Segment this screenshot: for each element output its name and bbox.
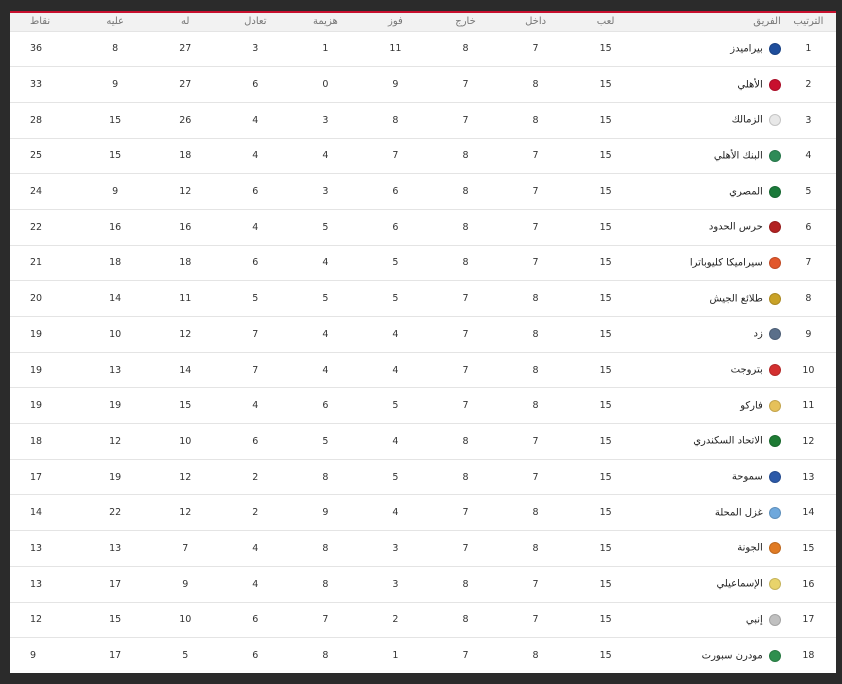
team-cell[interactable] xyxy=(641,602,781,638)
team-badge-icon xyxy=(769,150,781,162)
losses-cell: 5 xyxy=(322,435,329,447)
away-cell: 8 xyxy=(462,43,469,55)
draws-cell: 7 xyxy=(252,364,259,376)
draws-cell: 6 xyxy=(252,79,259,91)
home-cell: 8 xyxy=(532,507,539,519)
draws-cell: 4 xyxy=(252,221,259,233)
standings-table xyxy=(10,13,836,673)
goals-for-cell: 27 xyxy=(179,43,192,55)
wins-cell: 5 xyxy=(392,257,399,269)
wins-cell: 4 xyxy=(392,507,399,519)
rank-cell: 14 xyxy=(802,507,815,519)
goals-against-cell: 13 xyxy=(109,364,122,376)
standings-panel xyxy=(10,11,836,674)
away-cell: 8 xyxy=(462,257,469,269)
table-row[interactable] xyxy=(10,67,836,103)
goals-against-cell: 8 xyxy=(112,43,119,55)
home-cell: 7 xyxy=(532,150,539,162)
wins-cell: 11 xyxy=(389,43,402,55)
table-row[interactable] xyxy=(10,459,836,495)
team-badge-icon xyxy=(769,328,781,340)
points-cell: 19 xyxy=(30,364,43,376)
played-cell: 15 xyxy=(599,435,612,447)
points-cell: 9 xyxy=(30,650,37,662)
rank-cell: 1 xyxy=(805,43,812,55)
team-badge-icon xyxy=(769,507,781,519)
away-cell: 7 xyxy=(462,79,469,91)
team-cell[interactable] xyxy=(641,31,781,67)
goals-against-cell: 22 xyxy=(109,507,122,519)
played-cell: 15 xyxy=(599,578,612,590)
team-badge-icon xyxy=(769,186,781,198)
team-name[interactable]: المصري xyxy=(729,186,763,198)
points-cell: 18 xyxy=(30,435,43,447)
losses-cell: 4 xyxy=(322,328,329,340)
rank-cell: 16 xyxy=(802,578,815,590)
team-badge-icon xyxy=(769,650,781,662)
team-name[interactable]: الاتحاد السكندري xyxy=(693,435,763,447)
team-name[interactable]: طلائع الجيش xyxy=(709,293,763,305)
played-cell: 15 xyxy=(599,400,612,412)
goals-against-cell: 17 xyxy=(109,578,122,590)
team-cell[interactable] xyxy=(641,495,781,531)
losses-cell: 3 xyxy=(322,186,329,198)
losses-cell: 5 xyxy=(322,293,329,305)
losses-cell: 8 xyxy=(322,578,329,590)
draws-cell: 6 xyxy=(252,614,259,626)
home-cell: 7 xyxy=(532,186,539,198)
team-name[interactable]: بتروجت xyxy=(730,364,763,376)
losses-cell: 1 xyxy=(322,43,329,55)
goals-for-cell: 12 xyxy=(179,507,192,519)
team-cell[interactable] xyxy=(641,209,781,245)
played-cell: 15 xyxy=(599,328,612,340)
wins-cell: 1 xyxy=(392,650,399,662)
away-cell: 8 xyxy=(462,150,469,162)
rank-cell: 10 xyxy=(802,364,815,376)
team-badge-icon xyxy=(769,43,781,55)
draws-cell: 4 xyxy=(252,578,259,590)
wins-cell: 2 xyxy=(392,614,399,626)
team-badge-icon xyxy=(769,257,781,269)
rank-cell: 3 xyxy=(805,114,812,126)
home-cell: 7 xyxy=(532,257,539,269)
home-cell: 8 xyxy=(532,542,539,554)
goals-for-cell: 14 xyxy=(179,364,192,376)
played-cell: 15 xyxy=(599,364,612,376)
goals-against-cell: 19 xyxy=(109,400,122,412)
rank-cell: 4 xyxy=(805,150,812,162)
team-badge-icon xyxy=(769,79,781,91)
points-cell: 24 xyxy=(30,186,43,198)
played-cell: 15 xyxy=(599,614,612,626)
team-badge-icon xyxy=(769,614,781,626)
team-name[interactable]: فاركو xyxy=(740,400,763,412)
table-row[interactable] xyxy=(10,31,836,67)
draws-cell: 6 xyxy=(252,435,259,447)
team-name[interactable]: حرس الحدود xyxy=(708,221,763,233)
rank-cell: 11 xyxy=(802,400,815,412)
wins-cell: 8 xyxy=(392,114,399,126)
points-cell: 22 xyxy=(30,221,43,233)
home-cell: 8 xyxy=(532,79,539,91)
wins-cell: 6 xyxy=(392,221,399,233)
team-badge-icon xyxy=(769,471,781,483)
home-cell: 8 xyxy=(532,364,539,376)
team-name[interactable]: سموحة xyxy=(731,471,763,483)
draws-cell: 2 xyxy=(252,507,259,519)
team-cell[interactable] xyxy=(641,281,781,317)
home-cell: 8 xyxy=(532,293,539,305)
rank-cell: 7 xyxy=(805,257,812,269)
header-wins[interactable]: فوز xyxy=(388,16,403,28)
wins-cell: 5 xyxy=(392,293,399,305)
wins-cell: 4 xyxy=(392,435,399,447)
team-cell[interactable] xyxy=(641,245,781,281)
rank-cell: 17 xyxy=(802,614,815,626)
losses-cell: 0 xyxy=(322,79,329,91)
home-cell: 7 xyxy=(532,43,539,55)
team-name[interactable]: سيراميكا كليوباترا xyxy=(689,257,763,269)
draws-cell: 4 xyxy=(252,542,259,554)
home-cell: 7 xyxy=(532,471,539,483)
away-cell: 8 xyxy=(462,614,469,626)
goals-against-cell: 9 xyxy=(112,79,119,91)
losses-cell: 5 xyxy=(322,221,329,233)
team-name[interactable]: زد xyxy=(753,328,763,340)
wins-cell: 3 xyxy=(392,578,399,590)
goals-for-cell: 5 xyxy=(182,650,189,662)
wins-cell: 4 xyxy=(392,328,399,340)
points-cell: 25 xyxy=(30,150,43,162)
goals-for-cell: 9 xyxy=(182,578,189,590)
away-cell: 7 xyxy=(462,114,469,126)
away-cell: 7 xyxy=(462,364,469,376)
losses-cell: 3 xyxy=(322,114,329,126)
team-badge-icon xyxy=(769,435,781,447)
team-cell[interactable] xyxy=(641,388,781,424)
wins-cell: 9 xyxy=(392,79,399,91)
away-cell: 8 xyxy=(462,578,469,590)
away-cell: 7 xyxy=(462,293,469,305)
losses-cell: 8 xyxy=(322,471,329,483)
played-cell: 15 xyxy=(599,114,612,126)
team-cell[interactable] xyxy=(641,424,781,460)
team-name[interactable]: بيراميدز xyxy=(730,43,763,55)
team-badge-icon xyxy=(769,578,781,590)
table-row[interactable] xyxy=(10,531,836,567)
rank-cell: 15 xyxy=(802,542,815,554)
home-cell: 7 xyxy=(532,578,539,590)
away-cell: 7 xyxy=(462,400,469,412)
rank-cell: 12 xyxy=(802,435,815,447)
header-team[interactable]: الفريق xyxy=(753,16,781,28)
points-cell: 21 xyxy=(30,257,43,269)
played-cell: 15 xyxy=(599,471,612,483)
goals-against-cell: 13 xyxy=(109,542,122,554)
draws-cell: 2 xyxy=(252,471,259,483)
team-name[interactable]: الإسماعيلي xyxy=(716,578,763,590)
goals-against-cell: 10 xyxy=(109,328,122,340)
home-cell: 7 xyxy=(532,614,539,626)
team-badge-icon xyxy=(769,542,781,554)
points-cell: 36 xyxy=(30,43,43,55)
team-name[interactable]: مودرن سبورت xyxy=(701,650,763,662)
away-cell: 7 xyxy=(462,542,469,554)
header-draws[interactable]: تعادل xyxy=(244,16,267,28)
goals-against-cell: 19 xyxy=(109,471,122,483)
team-cell[interactable] xyxy=(641,638,781,674)
team-badge-icon xyxy=(769,114,781,126)
header-played[interactable]: لعب xyxy=(596,16,615,28)
table-row[interactable] xyxy=(10,424,836,460)
played-cell: 15 xyxy=(599,79,612,91)
played-cell: 15 xyxy=(599,43,612,55)
draws-cell: 6 xyxy=(252,650,259,662)
header-home[interactable]: داخل xyxy=(525,16,547,28)
team-name[interactable]: غزل المحلة xyxy=(714,507,763,519)
goals-for-cell: 18 xyxy=(179,150,192,162)
away-cell: 7 xyxy=(462,650,469,662)
draws-cell: 4 xyxy=(252,400,259,412)
goals-for-cell: 10 xyxy=(179,435,192,447)
team-cell[interactable] xyxy=(641,566,781,602)
draws-cell: 6 xyxy=(252,186,259,198)
away-cell: 8 xyxy=(462,221,469,233)
wins-cell: 3 xyxy=(392,542,399,554)
played-cell: 15 xyxy=(599,542,612,554)
team-cell[interactable] xyxy=(641,459,781,495)
points-cell: 33 xyxy=(30,79,43,91)
goals-against-cell: 14 xyxy=(109,293,122,305)
header-losses[interactable]: هزيمة xyxy=(313,16,338,28)
away-cell: 8 xyxy=(462,471,469,483)
home-cell: 8 xyxy=(532,400,539,412)
played-cell: 15 xyxy=(599,186,612,198)
bottom-edge xyxy=(0,673,842,684)
goals-against-cell: 17 xyxy=(109,650,122,662)
goals-against-cell: 15 xyxy=(109,114,122,126)
table-row[interactable] xyxy=(10,138,836,174)
goals-for-cell: 27 xyxy=(179,79,192,91)
away-cell: 8 xyxy=(462,435,469,447)
table-row[interactable] xyxy=(10,388,836,424)
table-row[interactable] xyxy=(10,281,836,317)
team-badge-icon xyxy=(769,364,781,376)
team-cell[interactable] xyxy=(641,67,781,103)
points-cell: 12 xyxy=(30,614,43,626)
goals-for-cell: 10 xyxy=(179,614,192,626)
draws-cell: 3 xyxy=(252,43,259,55)
wins-cell: 5 xyxy=(392,471,399,483)
table-row[interactable] xyxy=(10,174,836,210)
table-body xyxy=(10,31,836,673)
goals-against-cell: 15 xyxy=(109,614,122,626)
losses-cell: 4 xyxy=(322,257,329,269)
away-cell: 8 xyxy=(462,186,469,198)
losses-cell: 6 xyxy=(322,400,329,412)
goals-for-cell: 11 xyxy=(179,293,192,305)
losses-cell: 4 xyxy=(322,364,329,376)
rank-cell: 13 xyxy=(802,471,815,483)
played-cell: 15 xyxy=(599,650,612,662)
table-row[interactable] xyxy=(10,209,836,245)
played-cell: 15 xyxy=(599,507,612,519)
table-row[interactable] xyxy=(10,495,836,531)
points-cell: 17 xyxy=(30,471,43,483)
team-cell[interactable] xyxy=(641,174,781,210)
points-cell: 13 xyxy=(30,542,43,554)
table-row[interactable] xyxy=(10,602,836,638)
rank-cell: 8 xyxy=(805,293,812,305)
home-cell: 7 xyxy=(532,221,539,233)
header-away[interactable]: خارج xyxy=(455,16,476,28)
team-cell[interactable] xyxy=(641,317,781,353)
header-rank[interactable]: الترتيب xyxy=(793,16,824,28)
away-cell: 7 xyxy=(462,507,469,519)
played-cell: 15 xyxy=(599,150,612,162)
team-badge-icon xyxy=(769,293,781,305)
played-cell: 15 xyxy=(599,221,612,233)
table-row[interactable] xyxy=(10,102,836,138)
table-row[interactable] xyxy=(10,317,836,353)
team-cell[interactable] xyxy=(641,531,781,567)
table-row[interactable] xyxy=(10,566,836,602)
goals-for-cell: 12 xyxy=(179,186,192,198)
header-points[interactable]: نقاط xyxy=(30,16,51,28)
team-cell[interactable] xyxy=(641,138,781,174)
header-goals-for[interactable]: له xyxy=(181,16,190,28)
home-cell: 8 xyxy=(532,114,539,126)
away-cell: 7 xyxy=(462,328,469,340)
draws-cell: 7 xyxy=(252,328,259,340)
team-name[interactable]: البنك الأهلي xyxy=(713,150,763,162)
losses-cell: 4 xyxy=(322,150,329,162)
rank-cell: 9 xyxy=(805,328,812,340)
goals-against-cell: 12 xyxy=(109,435,122,447)
points-cell: 19 xyxy=(30,328,43,340)
header-row xyxy=(10,13,836,31)
played-cell: 15 xyxy=(599,257,612,269)
rank-cell: 5 xyxy=(805,186,812,198)
goals-against-cell: 9 xyxy=(112,186,119,198)
goals-against-cell: 18 xyxy=(109,257,122,269)
goals-for-cell: 15 xyxy=(179,400,192,412)
team-name[interactable]: إنبي xyxy=(745,614,763,626)
wins-cell: 4 xyxy=(392,364,399,376)
losses-cell: 7 xyxy=(322,614,329,626)
table-row[interactable] xyxy=(10,638,836,674)
goals-for-cell: 18 xyxy=(179,257,192,269)
draws-cell: 4 xyxy=(252,150,259,162)
goals-for-cell: 26 xyxy=(179,114,192,126)
points-cell: 19 xyxy=(30,400,43,412)
draws-cell: 6 xyxy=(252,257,259,269)
wins-cell: 5 xyxy=(392,400,399,412)
goals-for-cell: 12 xyxy=(179,471,192,483)
points-cell: 14 xyxy=(30,507,43,519)
goals-for-cell: 12 xyxy=(179,328,192,340)
team-cell[interactable] xyxy=(641,102,781,138)
table-header xyxy=(10,13,836,31)
losses-cell: 8 xyxy=(322,650,329,662)
losses-cell: 8 xyxy=(322,542,329,554)
home-cell: 8 xyxy=(532,328,539,340)
wins-cell: 7 xyxy=(392,150,399,162)
goals-for-cell: 7 xyxy=(182,542,189,554)
losses-cell: 9 xyxy=(322,507,329,519)
team-name[interactable]: الأهلي xyxy=(737,79,763,91)
goals-for-cell: 16 xyxy=(179,221,192,233)
goals-against-cell: 15 xyxy=(109,150,122,162)
points-cell: 28 xyxy=(30,114,43,126)
points-cell: 20 xyxy=(30,293,43,305)
wins-cell: 6 xyxy=(392,186,399,198)
team-name[interactable]: الجونة xyxy=(737,542,763,554)
table-row[interactable] xyxy=(10,352,836,388)
rank-cell: 18 xyxy=(802,650,815,662)
draws-cell: 4 xyxy=(252,114,259,126)
table-row[interactable] xyxy=(10,245,836,281)
home-cell: 7 xyxy=(532,435,539,447)
team-cell[interactable] xyxy=(641,352,781,388)
goals-against-cell: 16 xyxy=(109,221,122,233)
home-cell: 8 xyxy=(532,650,539,662)
draws-cell: 5 xyxy=(252,293,259,305)
header-goals-against[interactable]: عليه xyxy=(106,16,125,28)
team-name[interactable]: الزمالك xyxy=(731,114,763,126)
team-badge-icon xyxy=(769,400,781,412)
points-cell: 13 xyxy=(30,578,43,590)
rank-cell: 6 xyxy=(805,221,812,233)
rank-cell: 2 xyxy=(805,79,812,91)
team-badge-icon xyxy=(769,221,781,233)
played-cell: 15 xyxy=(599,293,612,305)
